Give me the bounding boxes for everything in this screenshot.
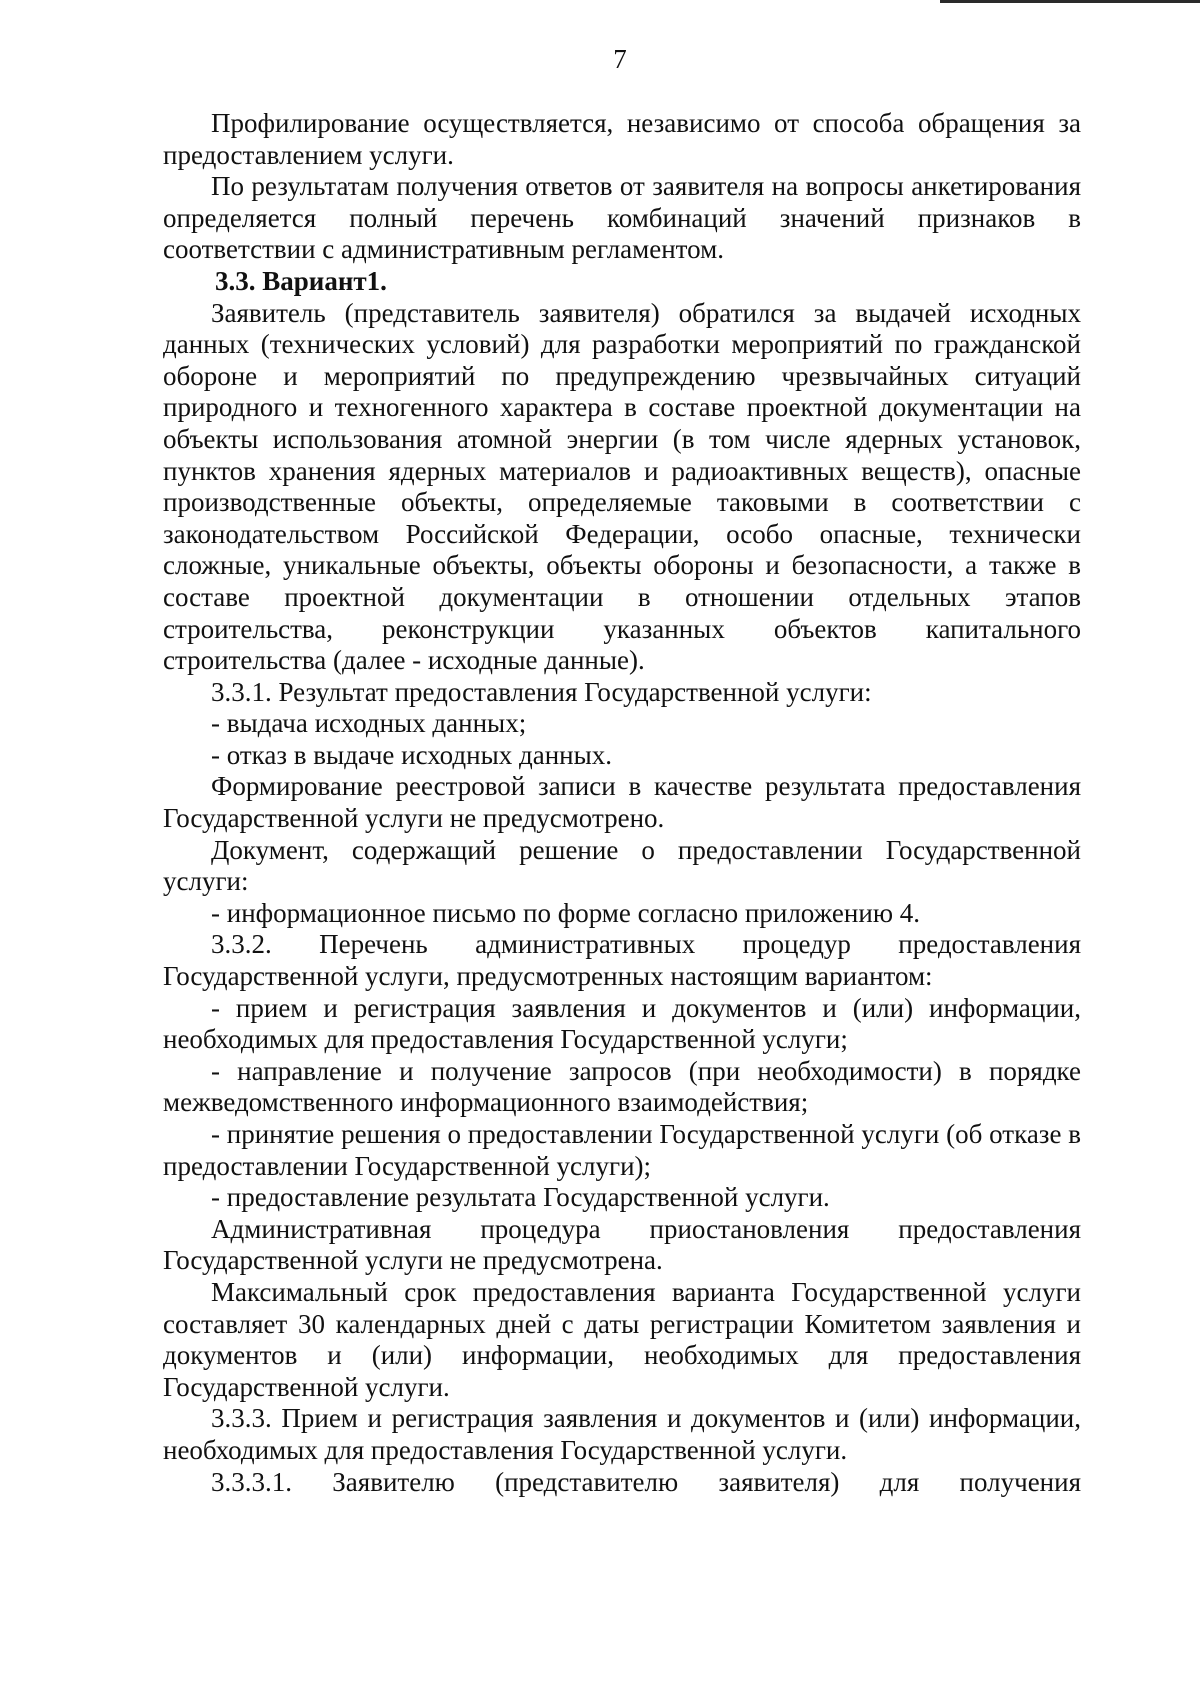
- paragraph-max-term: Максимальный срок предоставления варианта Государственной услуги составляет 30 календарных дней с даты регистрации Комитетом заявления и документов и (или) информации, необходимых для предоставления Государственной услуги.: [163, 1276, 1081, 1402]
- paragraph-survey-results: По результатам получения ответов от заявителя на вопросы анкетирования определяется полный перечень комбинаций значений признаков в соответствии с административным регламентом.: [163, 171, 1081, 265]
- list-item-refusal: - отказ в выдаче исходных данных.: [211, 739, 612, 770]
- paragraph-3-3-3: 3.3.3. Прием и регистрация заявления и документов и (или) информации, необходимых для предоставления Государственной услуги.: [163, 1403, 1081, 1465]
- list-item-decision: - принятие решения о предоставлении Государственной услуги (об отказе в предоставлении Государственной услуги);: [163, 1119, 1081, 1181]
- paragraph-applicant-request: Заявитель (представитель заявителя) обратился за выдачей исходных данных (технических условий) для разработки мероприятий по гражданской обороне и мероприятий по предупреждению чрезвычайных ситуаций природного и техногенного характера в составе проектной документации на объекты использования атомной энергии (в том числе ядерных установок, пунктов хранения ядерных материалов и радиоактивных веществ), опасные производственные объекты, определяемые таковыми в соответствии с законодательством Российской Федерации, особо опасные, технически сложные, уникальные объекты, объекты обороны и безопасности, а также в составе проектной документации в отношении отдельных этапов строительства, реконструкции указанных объектов капитального строительства (далее - исходные данные).: [163, 297, 1081, 676]
- paragraph-suspension: Административная процедура приостановления предоставления Государственной услуги не предусмотрена.: [163, 1213, 1081, 1276]
- list-item-reception: - прием и регистрация заявления и документов и (или) информации, необходимых для предоставления Государственной услуги;: [163, 992, 1081, 1055]
- paragraph-3-3-1: 3.3.1. Результат предоставления Государственной услуги:: [211, 676, 872, 707]
- paragraph-3-3-3-1: 3.3.3.1. Заявителю (представителю заявителя) для получения: [211, 1466, 1081, 1497]
- list-item-issue-data: - выдача исходных данных;: [211, 708, 527, 739]
- list-item-requests: - направление и получение запросов (при необходимости) в порядке межведомственного информационного взаимодействия;: [163, 1055, 1081, 1118]
- document-body: [163, 108, 1081, 1498]
- section-heading-3-3: 3.3. Вариант1.: [215, 265, 387, 296]
- paragraph-profiling: Профилирование осуществляется, независимо от способа обращения за предоставлением услуги.: [163, 108, 1081, 170]
- paragraph-3-3-2: 3.3.2. Перечень административных процедур предоставления Государственной услуги, предусмотренных настоящим вариантом:: [163, 929, 1081, 992]
- list-item-result: - предоставление результата Государственной услуги.: [211, 1182, 830, 1213]
- paragraph-decision-document: Документ, содержащий решение о предоставлении Государственной услуги:: [163, 834, 1081, 897]
- list-item-info-letter: - информационное письмо по форме согласно приложению 4.: [211, 897, 920, 928]
- page-number: 7: [613, 44, 627, 74]
- paragraph-registry-record: Формирование реестровой записи в качестве результата предоставления Государственной услуги не предусмотрено.: [163, 771, 1081, 834]
- scan-edge-line: [940, 0, 1200, 3]
